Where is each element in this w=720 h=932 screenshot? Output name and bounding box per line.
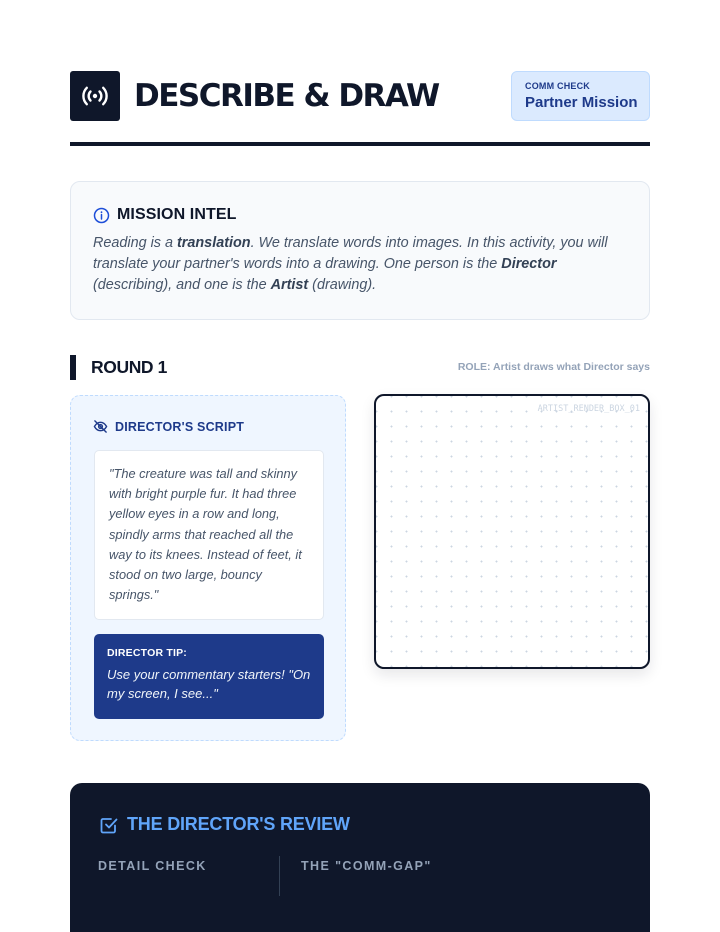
directors-script-card [70, 395, 346, 741]
review-title: THE DIRECTOR'S REVIEW [127, 814, 350, 834]
intel-title: MISSION INTEL [117, 206, 237, 223]
tip-title: DIRECTOR TIP: [107, 647, 187, 659]
review-heading [99, 814, 350, 835]
detail-check-label: DETAIL CHECK [98, 859, 207, 873]
round-title: ROUND 1 [91, 357, 167, 377]
directors-review-panel [70, 783, 650, 932]
comm-check-badge [511, 71, 650, 121]
checkbox-icon [99, 815, 119, 835]
badge-label: COMM CHECK [525, 81, 590, 91]
header-divider [70, 142, 650, 146]
intel-heading [93, 206, 627, 224]
artist-drawing-area[interactable] [374, 394, 650, 669]
logo [70, 71, 120, 121]
role-label: ROLE: Artist draws what Director says [457, 361, 650, 373]
broadcast-icon [81, 82, 109, 110]
page-header [70, 71, 650, 121]
info-icon [93, 207, 110, 224]
script-text: "The creature was tall and skinny with bright purple fur. It had three yellow eyes in a row and long, spindly arms that reached all the way to its knees. Instead of feet, it stood on two large, bouncy springs." [94, 450, 324, 620]
tip-text: Use your commentary starters! "On my screen, I see..." [107, 667, 311, 701]
director-tip-box [94, 634, 324, 719]
render-box-label: ARTIST_RENDER_BOX_01 [537, 404, 640, 414]
badge-value: Partner Mission [525, 94, 638, 111]
script-heading [93, 419, 244, 434]
intel-body: Reading is a translation. We translate words into images. In this activity, you will translate your partner's words into a drawing. One person is the Director (describing), and one is the Artist (drawing). [93, 235, 608, 293]
mission-intel-card [70, 181, 650, 320]
column-divider [279, 856, 280, 896]
page-title: DESCRIBE & DRAW [134, 78, 439, 114]
script-title: DIRECTOR'S SCRIPT [115, 419, 245, 434]
eye-off-icon [93, 419, 108, 434]
round-accent-bar [70, 355, 76, 380]
comm-gap-label: THE "COMM-GAP" [301, 859, 432, 873]
